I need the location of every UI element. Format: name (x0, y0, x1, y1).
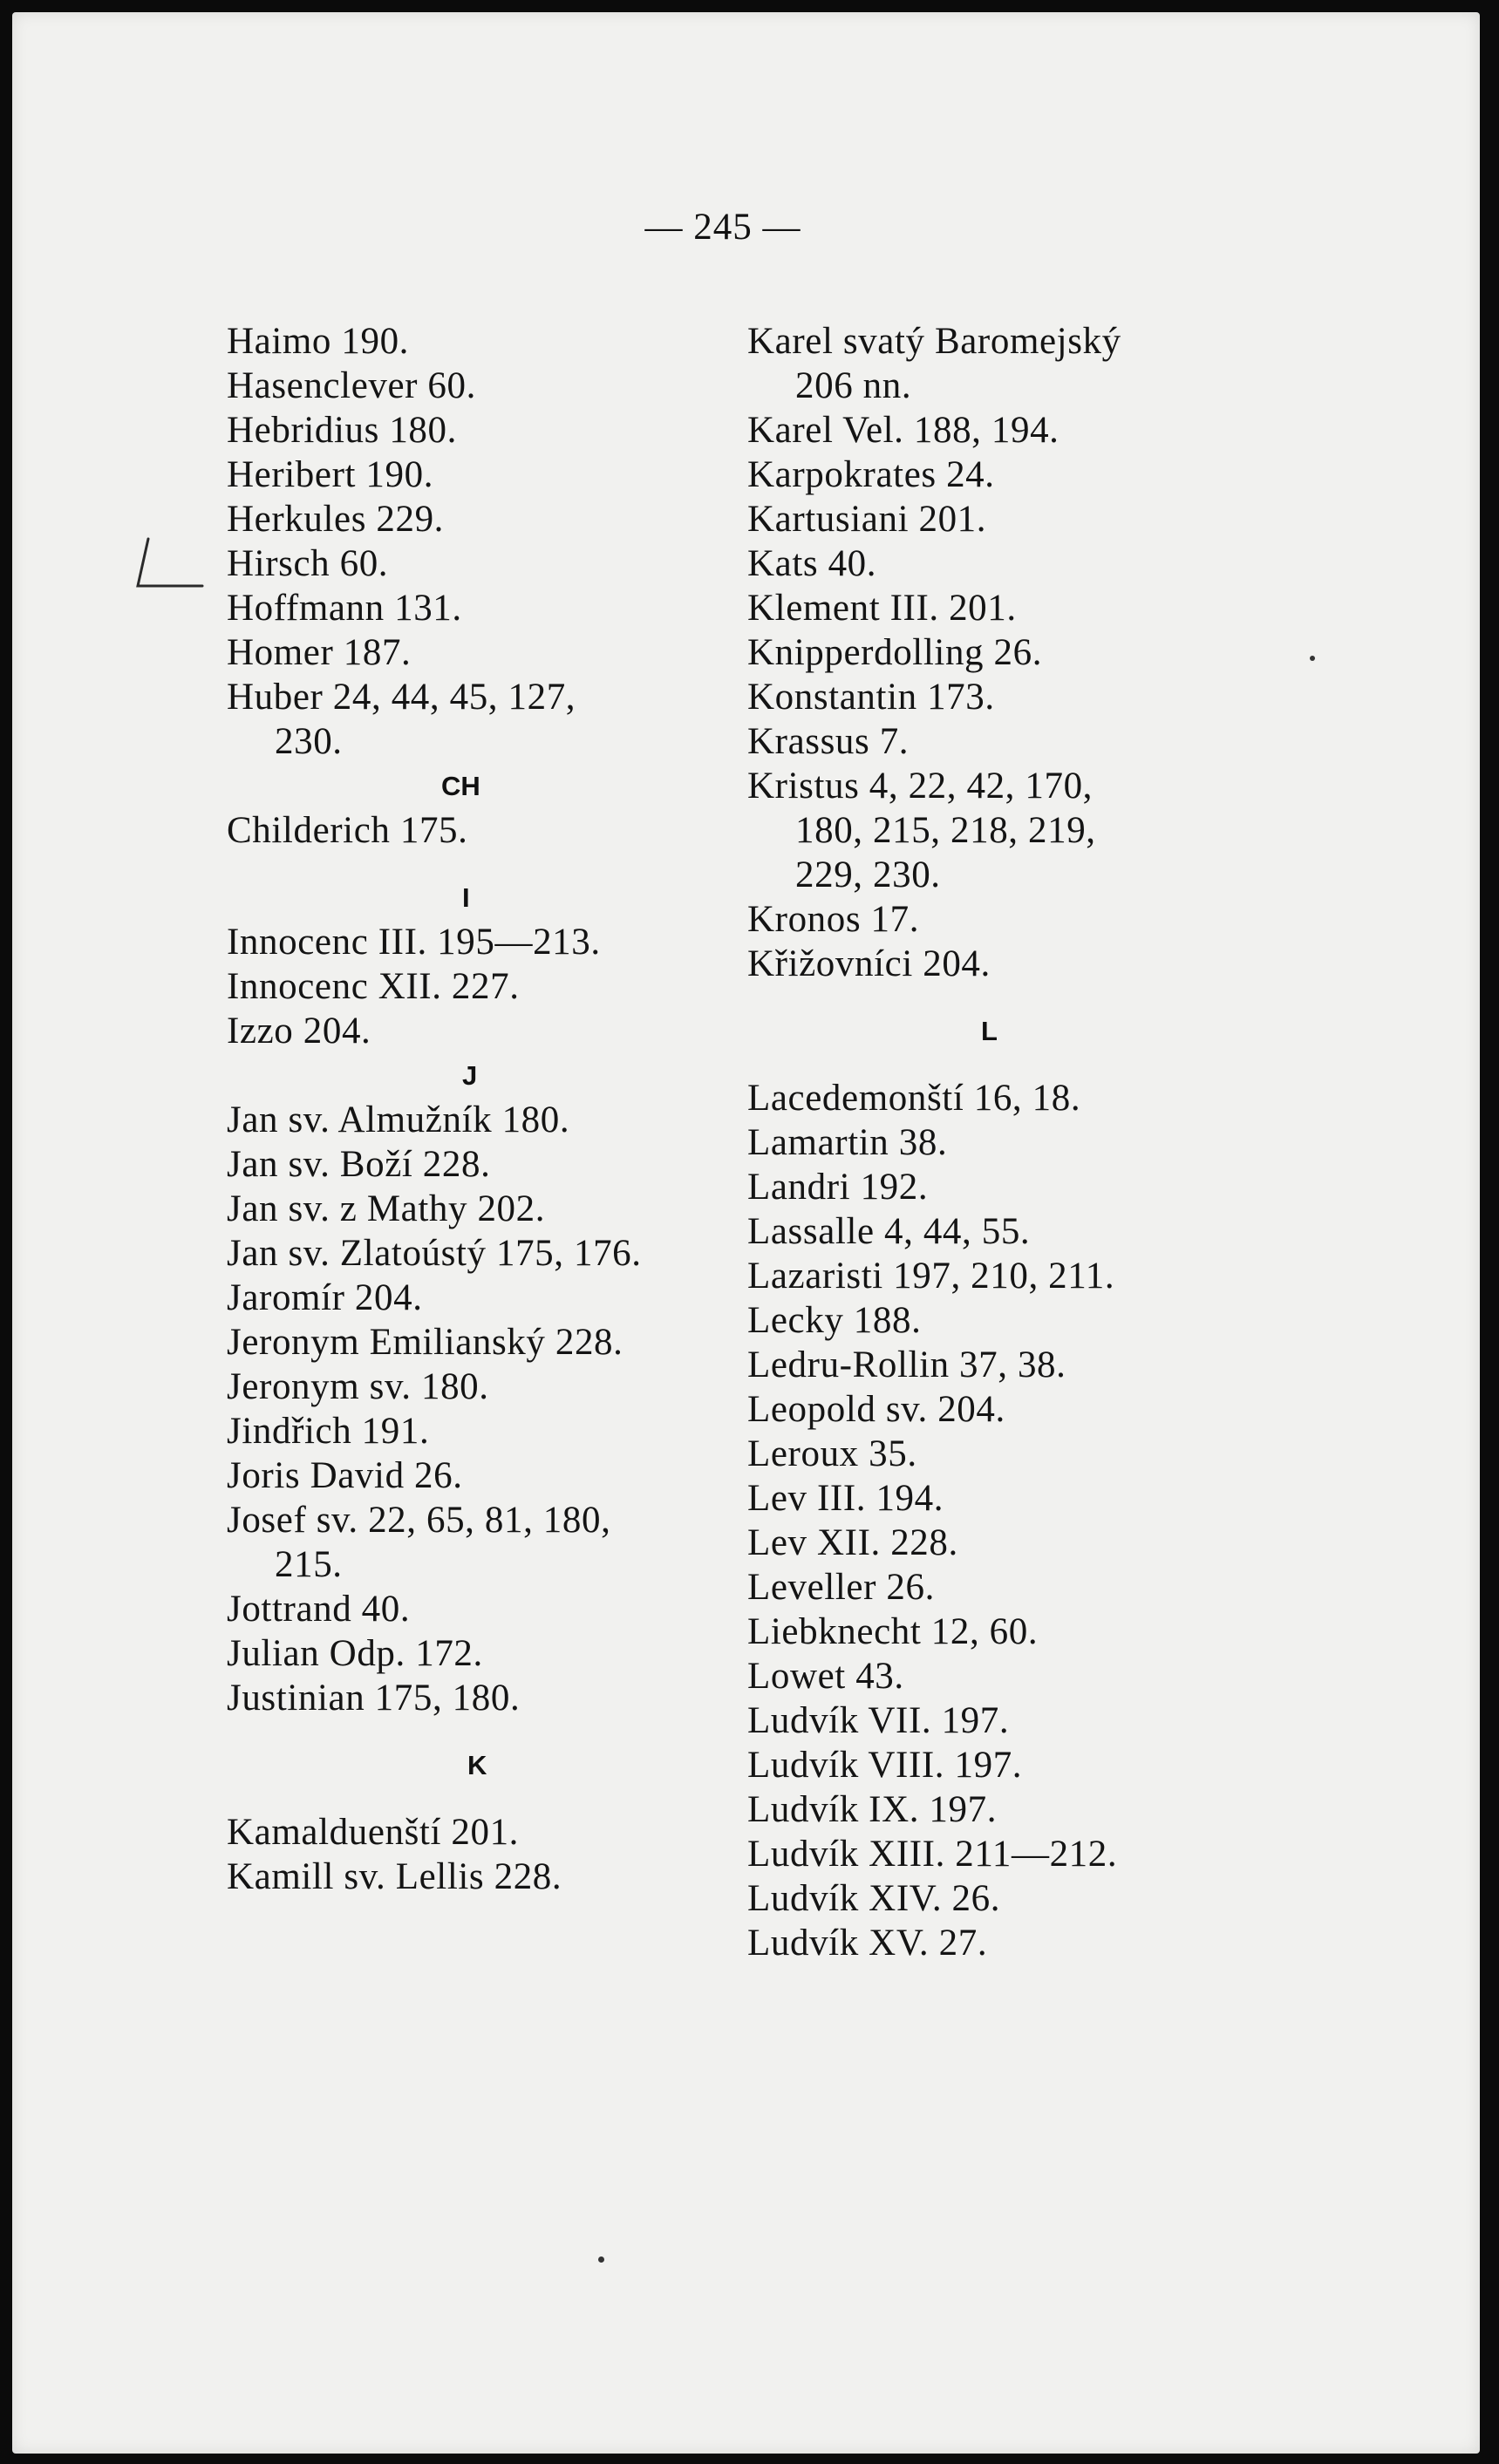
index-entry: Kartusiani 201. (747, 499, 987, 540)
index-column-right (747, 319, 1410, 1965)
page-number: — 245 — (644, 207, 801, 248)
index-entry: Lowet 43. (747, 1656, 904, 1697)
index-entry: Jan sv. Zlatoústý 175, 176. (227, 1233, 642, 1274)
index-entry: Ludvík VII. 197. (747, 1700, 1010, 1741)
index-entry: Julian Odp. 172. (227, 1633, 483, 1674)
index-entry: Ludvík XV. 27. (747, 1923, 988, 1964)
index-entry: Krassus 7. (747, 721, 910, 762)
index-entry: Kristus 4, 22, 42, 170, (747, 766, 1094, 807)
index-entry: Liebknecht 12, 60. (747, 1611, 1039, 1652)
index-entry: Knipperdolling 26. (747, 632, 1043, 673)
index-entry: Haimo 190. (227, 321, 410, 362)
index-entry: Leveller 26. (747, 1567, 935, 1608)
index-entry: Huber 24, 44, 45, 127, (227, 677, 576, 718)
book-page (12, 12, 1480, 2454)
index-entry: Jeronym sv. 180. (227, 1366, 489, 1407)
index-entry: Jan sv. Almužník 180. (227, 1099, 570, 1140)
index-entry: Ludvík VIII. 197. (747, 1745, 1023, 1786)
index-entry: Innocenc XII. 227. (227, 966, 520, 1007)
index-entry: Ledru-Rollin 37, 38. (747, 1344, 1066, 1385)
section-heading-j: J (462, 1060, 478, 1091)
index-entry-continuation: 206 nn. (795, 365, 912, 406)
section-heading-l: L (981, 1016, 998, 1046)
index-entry: Lecky 188. (747, 1300, 922, 1341)
paper-speck (1310, 656, 1315, 661)
index-entry: Jeronym Emilianský 228. (227, 1322, 623, 1363)
index-entry: Karel Vel. 188, 194. (747, 410, 1060, 451)
index-entry: Homer 187. (227, 632, 412, 673)
index-entry-continuation: 230. (275, 721, 343, 762)
index-entry: Joris David 26. (227, 1455, 463, 1496)
section-heading-ch: CH (441, 771, 480, 801)
index-entry-continuation: 229, 230. (795, 854, 941, 895)
index-entry: Ludvík XIV. 26. (747, 1878, 1001, 1919)
index-entry: Kamalduenští 201. (227, 1812, 520, 1853)
index-entry: Ludvík IX. 197. (747, 1789, 998, 1830)
index-entry: Klement III. 201. (747, 588, 1017, 629)
index-entry: Ludvík XIII. 211—212. (747, 1834, 1118, 1875)
index-entry: Lacedemonští 16, 18. (747, 1078, 1081, 1119)
index-entry: Herkules 229. (227, 499, 445, 540)
section-heading-i: I (462, 882, 470, 913)
index-column-left (227, 319, 767, 1899)
index-entry: Izzo 204. (227, 1011, 371, 1052)
index-entry: Hebridius 180. (227, 410, 457, 451)
index-entry: Konstantin 173. (747, 677, 995, 718)
index-entry: Kats 40. (747, 543, 877, 584)
pencil-mark-icon (133, 532, 211, 593)
index-entry: Hirsch 60. (227, 543, 389, 584)
index-entry: Leopold sv. 204. (747, 1389, 1005, 1430)
index-entry: Lassalle 4, 44, 55. (747, 1211, 1031, 1252)
index-entry-continuation: 180, 215, 218, 219, (795, 810, 1096, 851)
index-entry: Karpokrates 24. (747, 454, 995, 495)
index-entry: Lev XII. 228. (747, 1522, 958, 1563)
index-entry: Childerich 175. (227, 810, 468, 851)
index-entry: Kronos 17. (747, 899, 920, 940)
index-entry: Křižovníci 204. (747, 943, 991, 984)
index-entry: Leroux 35. (747, 1433, 917, 1474)
index-entry: Hasenclever 60. (227, 365, 476, 406)
index-entry-continuation: 215. (275, 1544, 343, 1585)
index-entry: Jindřich 191. (227, 1411, 430, 1452)
index-entry: Lev III. 194. (747, 1478, 944, 1519)
index-entry: Karel svatý Baromejský (747, 321, 1121, 362)
index-entry: Justinian 175, 180. (227, 1678, 521, 1719)
index-entry: Landri 192. (747, 1167, 929, 1208)
index-entry: Hoffmann 131. (227, 588, 462, 629)
index-entry: Heribert 190. (227, 454, 434, 495)
paper-speck (598, 2256, 604, 2263)
index-entry: Jan sv. Boží 228. (227, 1144, 491, 1185)
index-entry: Innocenc III. 195—213. (227, 922, 601, 963)
index-entry: Lazaristi 197, 210, 211. (747, 1256, 1115, 1297)
index-entry: Lamartin 38. (747, 1122, 948, 1163)
index-entry: Jottrand 40. (227, 1589, 411, 1630)
index-entry: Josef sv. 22, 65, 81, 180, (227, 1500, 611, 1541)
index-entry: Jaromír 204. (227, 1277, 423, 1318)
section-heading-k: K (467, 1750, 487, 1780)
index-entry: Jan sv. z Mathy 202. (227, 1188, 546, 1229)
index-entry: Kamill sv. Lellis 228. (227, 1856, 562, 1897)
